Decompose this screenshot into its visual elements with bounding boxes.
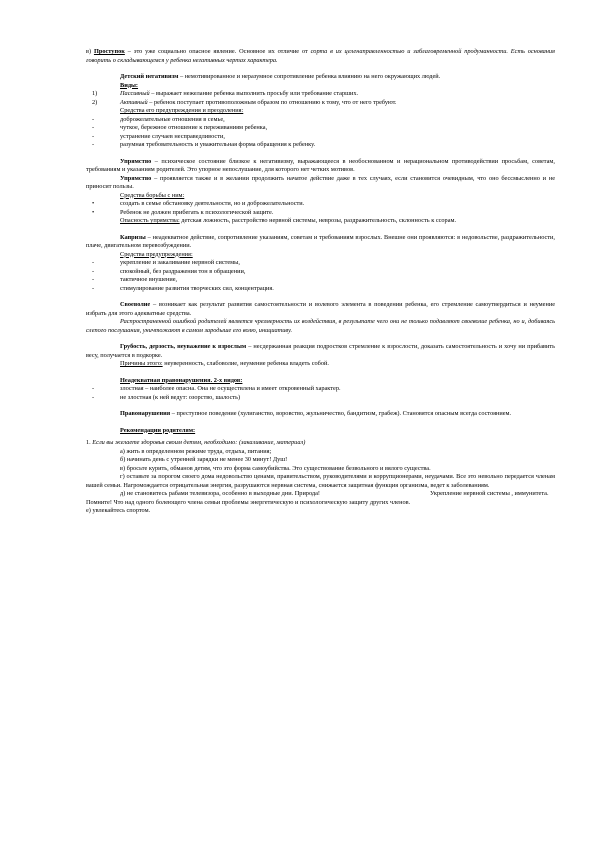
- prevention2-heading: [86, 251, 555, 260]
- heading: Рекомендации родителям:: [120, 426, 196, 434]
- bullet-icon: -: [92, 393, 95, 401]
- label: Опасность упрямства:: [120, 217, 180, 224]
- text: тактичное внушение,: [120, 276, 178, 283]
- bullet-icon: -: [92, 385, 95, 392]
- bullet-icon: -: [92, 141, 95, 148]
- text: чуткое, бережное отношение к переживаниям ребенка,: [120, 124, 268, 131]
- recommendations-heading: [86, 427, 555, 436]
- list-number: 1): [92, 90, 98, 97]
- prevention-heading: [86, 107, 555, 116]
- bullet-icon: •: [92, 208, 95, 216]
- list-item: Помните! Что над одного болеющего члена семьи проблемы энергетическую и психологическую защиту других членов.: [86, 498, 411, 506]
- bullet-icon: •: [92, 200, 95, 207]
- text: злостная – наиболее опасна. Она не осуществлена и имеет откровенный характер.: [120, 385, 341, 392]
- paragraph-stubbornness: [86, 158, 555, 175]
- text: – неадекватное действие, сопротивление указаниям, советам и требованиям взрослых. Внешне они проявляются: в недовольстве, раздражительности, плаче, двигательном перевозбуждении.: [86, 233, 555, 249]
- list-item: [86, 276, 555, 285]
- list-item: е) увлекайтесь спортом.: [86, 507, 151, 514]
- paragraph-stubbornness-2: [86, 175, 555, 192]
- list-marker: 1.: [86, 439, 93, 446]
- bullet-icon: -: [92, 267, 95, 275]
- text: – несдержанная реакция подростков стремление к взрослости, доказать самостоятельность и хочу ни прибавить весу, получается в подкорке.: [86, 343, 555, 359]
- bullet-icon: -: [92, 259, 95, 266]
- italic-text: Если вы желаете здоровья своим детям, необходимо: (закаливание, материал): [92, 439, 306, 446]
- text: – это уже социально опасное явление. Основное их отличие от: [124, 48, 311, 55]
- list-item: г) оставьте за порогом своего дома недовольство ценами, правительством, руководителями и коррупционерами, неудачами. Все это невольно передается членам вашей семьи. Нагромождается отрицательная энергия, разрушаются нервная система, снижается защитная функция организма, ведет к заболеваниям.: [86, 473, 555, 489]
- list-item: [86, 285, 555, 294]
- text: устранение случаев несправедливости,: [120, 132, 225, 140]
- list-item: [86, 490, 555, 499]
- text: – возникает как результат развития самостоятельности и волевого элемента в поведении ребенка, его стремление самоутвердиться и неумение избрать для этого адекватные средства.: [86, 301, 555, 317]
- text: Укрепление нервной системы , иммунитета.: [430, 490, 549, 497]
- text: – выражает нежелание ребенка выполнить просьбу или требование старших.: [149, 90, 359, 97]
- list-marker: в): [86, 48, 94, 55]
- paragraph-whims: [86, 234, 555, 251]
- bullet-icon: -: [92, 115, 95, 123]
- term-stubbornness: Упрямство: [120, 174, 152, 182]
- offense-heading: [86, 377, 555, 386]
- document-body: [86, 48, 555, 516]
- text: – психическое состояние близкое к негативизму, выражающееся в необоснованном и нерациональном противодействии просьбам, советам, требованиям и указаниям родителей. Это упорное непослушание, для которого нет четких мотивов.: [86, 157, 555, 173]
- term-rudeness: Грубость, дерзость, неуважение к взрослым: [120, 343, 247, 350]
- list-item: [86, 133, 555, 142]
- types-heading: [86, 82, 555, 91]
- bullet-icon: -: [92, 284, 95, 292]
- recommendations-intro: [86, 439, 555, 448]
- prevention-list: [86, 116, 555, 150]
- heading: Средства предупреждения:: [120, 250, 193, 258]
- list-item: [86, 99, 555, 108]
- list-item: б) начинать день с утренней зарядки не менее 30 минут! Душ!: [120, 456, 288, 463]
- paragraph-danger: [86, 217, 555, 226]
- text: спокойный, без раздражения тон в обращении,: [120, 267, 246, 275]
- list-item: [86, 268, 555, 277]
- list-item: [86, 90, 555, 99]
- recommendations-list: [86, 448, 555, 516]
- term-misconduct: Проступок: [93, 48, 125, 55]
- bullet-icon: -: [92, 132, 95, 140]
- term: Активный: [120, 98, 148, 106]
- paragraph-causes: [86, 360, 555, 369]
- paragraph-rudeness: [86, 343, 555, 360]
- heading: Средства его предупреждения и преодоления:: [120, 107, 244, 114]
- fight-list: [86, 200, 555, 217]
- types-list: [86, 90, 555, 107]
- text: – ребенок поступает противоположным образом по отношению к тому, что от него требуют.: [147, 98, 397, 106]
- paragraph-parents-mistake: [86, 318, 555, 335]
- list-item: [86, 394, 555, 403]
- list-item: [86, 116, 555, 125]
- text: не злостная (к ней ведут: озорство, шалость): [120, 393, 241, 401]
- text: – немотивированное и неразумное сопротивление ребенка влиянию на него окружающих людей.: [178, 73, 441, 80]
- term-negativism: Детский негативизм: [120, 73, 179, 80]
- text: детская ложность, расстройство нервной системы, неврозы, раздражительность, склонность к ссорам.: [179, 217, 457, 224]
- text: доброжелательные отношения в семье,: [120, 115, 225, 123]
- list-item: [86, 259, 555, 268]
- text: Ребенок не должен прибегать к психологической защите.: [120, 208, 274, 216]
- heading: Неадекватная правонарушения. 2-х видов:: [120, 376, 243, 384]
- heading: Средства борьбы с ним:: [120, 191, 185, 199]
- label: Причины этого:: [120, 360, 163, 367]
- paragraph-offenses: [86, 410, 555, 419]
- italic-text: Распространенной ошибкой родителей является чрезмерность их воздействия, в результате чего они не только подавляют своеволие ребенка, но и, добиваясь слепого послушания, уничтожают в самом зародыше его волю, инициативу.: [86, 318, 555, 334]
- term-offenses: Правонарушения: [120, 410, 171, 417]
- offense-list: [86, 385, 555, 402]
- paragraph-misconduct: [86, 48, 555, 65]
- paragraph-willfulness: [86, 301, 555, 318]
- list-item: [86, 385, 555, 394]
- fight-heading: [86, 192, 555, 201]
- list-item: в) бросьте курить, обманов детям, что это форма самоубийства. Это существование безвольного и вялого существа.: [120, 464, 431, 472]
- term-stubbornness: Упрямство: [120, 157, 152, 165]
- list-item: [86, 124, 555, 133]
- text: стимулирование развития творческих сил, концентрация.: [120, 284, 274, 292]
- prevention2-list: [86, 259, 555, 293]
- text: – преступное поведение (хулиганство, воровство, жульничество, бандитизм, грабеж). Становятся опасным всегда состоянием.: [170, 410, 512, 417]
- paragraph-negativism: [86, 73, 555, 82]
- text: создать в семье обстановку деятельности, но и доброжелательности.: [120, 200, 305, 207]
- heading: Виды:: [120, 81, 139, 89]
- bullet-icon: -: [92, 124, 95, 131]
- list-item: [86, 200, 555, 209]
- text: – проявляется также и в желании продолжить начатое действие даже в тех случаях, если становится очевидным, что оно бессмысленно и не приносит пользы.: [86, 174, 555, 190]
- bullet-icon: -: [92, 276, 95, 283]
- text: д) не становитесь рабами телевизора, особенно в выходные дни. Природа!: [120, 490, 321, 497]
- list-item: [86, 141, 555, 150]
- term: Пассивный: [120, 90, 150, 97]
- list-item: [86, 209, 555, 218]
- list-item: а) жить в определенном режиме труда, отдыха, питания;: [120, 447, 272, 455]
- text: укрепление и закаливание нервной системы,: [120, 259, 240, 266]
- text: разумная требовательность и уважительная форма обращения к ребенку.: [120, 141, 316, 148]
- text: неуверенность, слабоволие, неумение ребенка владеть собой.: [162, 360, 329, 367]
- term-whims: Капризы: [120, 233, 146, 241]
- list-number: 2): [92, 98, 98, 106]
- italic-text: сорта в их целенаправленностью и заблаговременной продуманности. Есть основания говорить о складывающемся у ребенка негативных чертах характера.: [86, 48, 555, 64]
- term-willfulness: Своеволие: [120, 301, 151, 308]
